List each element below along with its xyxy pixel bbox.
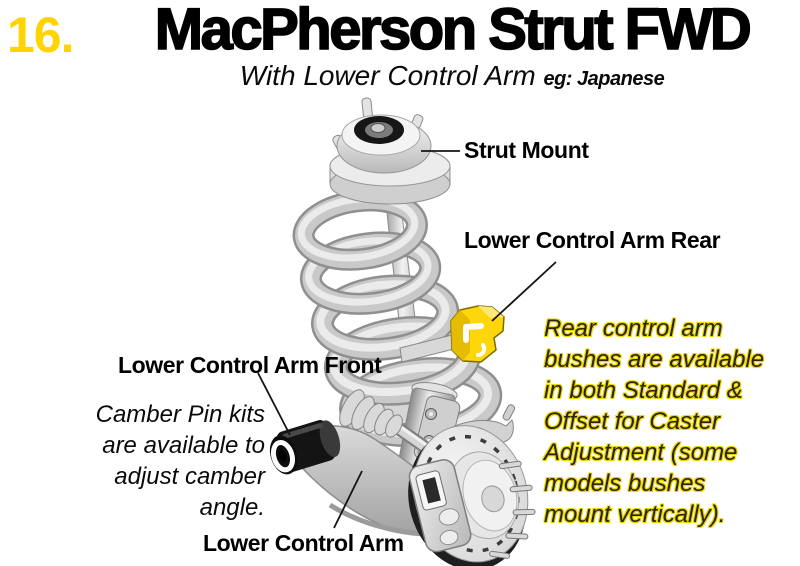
label-strut-mount: Strut Mount (464, 137, 589, 163)
rear-bush-note-line: Adjustment (some (544, 439, 738, 466)
page-subtitle (104, 60, 800, 92)
rear-bush-note-line: Rear control arm (544, 315, 723, 342)
rear-bush-note-line: bushes are available (544, 346, 765, 373)
rear-bush-note-line: models bushes (544, 470, 706, 497)
camber-note-line: adjust camber (114, 463, 265, 490)
rear-bush-note-line: in both Standard & (544, 377, 743, 404)
camber-note-line: are available to (102, 432, 265, 459)
label-lower-control-arm: Lower Control Arm (203, 530, 404, 556)
label-lower-control-arm-front: Lower Control Arm Front (118, 352, 382, 378)
page-number: 16. (7, 7, 74, 63)
camber-note-line: angle. (199, 494, 265, 521)
subtitle-note: eg: Japanese (543, 68, 665, 90)
camber-note (96, 399, 265, 523)
page-title: MacPherson Strut FWD (154, 0, 750, 62)
rear-bush-note-line: mount vertically). (544, 501, 726, 528)
subtitle-text: With Lower Control Arm (239, 60, 536, 91)
rear-bush-note-line: Offset for Caster (544, 408, 721, 435)
label-lower-control-arm-rear: Lower Control Arm Rear (464, 227, 721, 253)
camber-note-line: Camber Pin kits (95, 401, 265, 428)
rear-bush-note (544, 313, 764, 530)
